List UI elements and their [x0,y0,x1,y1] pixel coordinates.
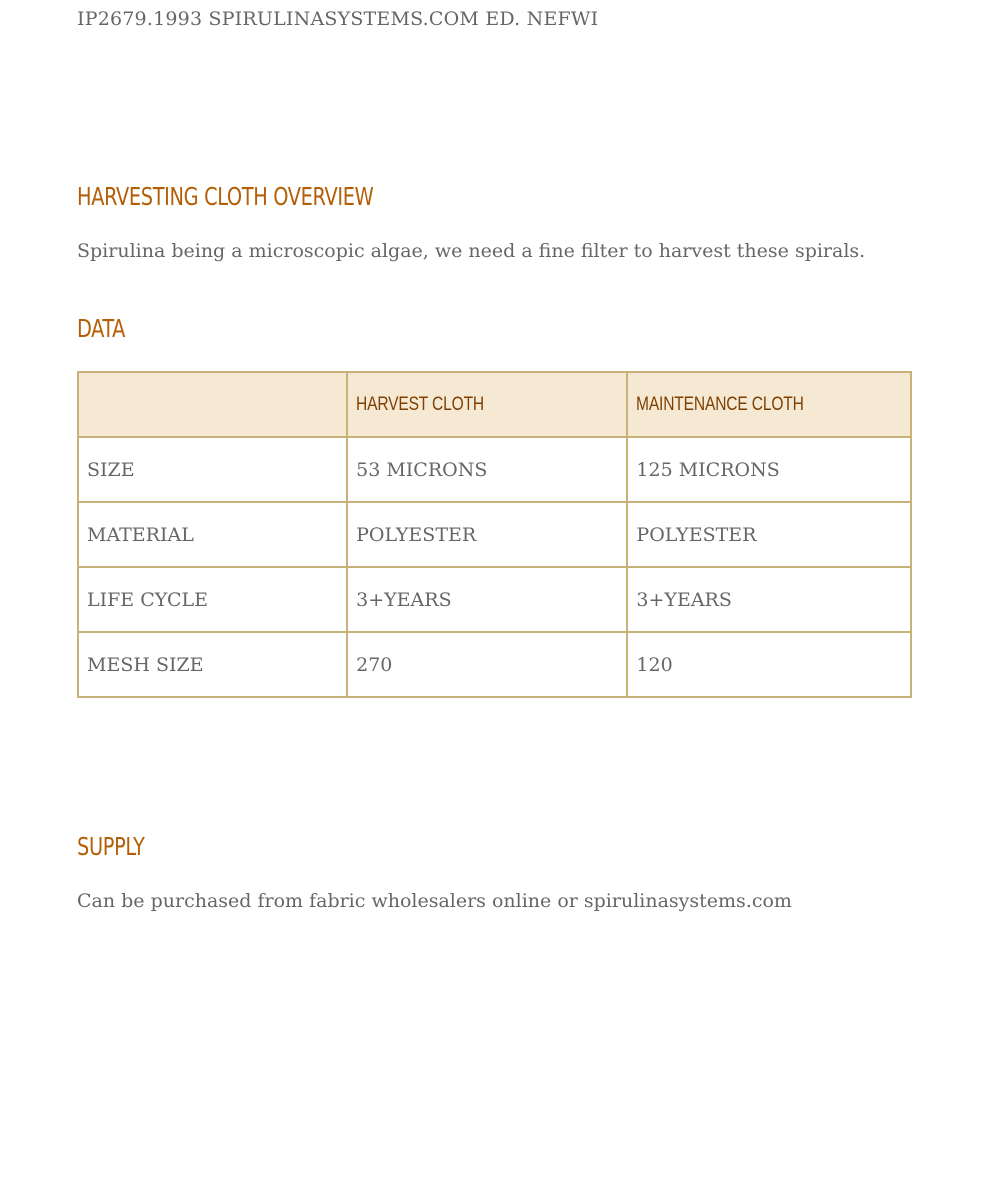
table-header-cell [78,372,347,437]
document-header: IP2679.1993 SPIRULINASYSTEMS.COM ED. NEFWI [77,8,599,30]
table-cell: LIFE CYCLE [78,567,347,632]
overview-title: HARVESTING CLOTH OVERVIEW [77,182,374,211]
table-header-cell [347,372,627,437]
table-row [78,632,911,697]
table-header-label: HARVEST CLOTH [356,393,485,415]
supply-text: Can be purchased from fabric wholesalers online or spirulinasystems.com [77,890,792,912]
table-cell: SIZE [78,437,347,502]
table-header-cell [627,372,911,437]
table-cell: 53 MICRONS [347,437,627,502]
table-cell: MESH SIZE [78,632,347,697]
table-cell: MATERIAL [78,502,347,567]
table-row [78,502,911,567]
data-title: DATA [77,314,126,343]
table-header-row [78,372,911,437]
table-header-label: MAINTENANCE CLOTH [636,393,805,415]
table-row [78,567,911,632]
table-cell: POLYESTER [347,502,627,567]
overview-text: Spirulina being a microscopic algae, we need a fine filter to harvest these spirals. [77,240,866,262]
table-cell: 270 [347,632,627,697]
table-row [78,437,911,502]
table-cell: 3+YEARS [347,567,627,632]
table-cell: 125 MICRONS [627,437,911,502]
table-cell: 120 [627,632,911,697]
supply-title: SUPPLY [77,832,145,861]
table-cell: 3+YEARS [627,567,911,632]
harvest-cloth-table [77,371,912,698]
table-cell: POLYESTER [627,502,911,567]
